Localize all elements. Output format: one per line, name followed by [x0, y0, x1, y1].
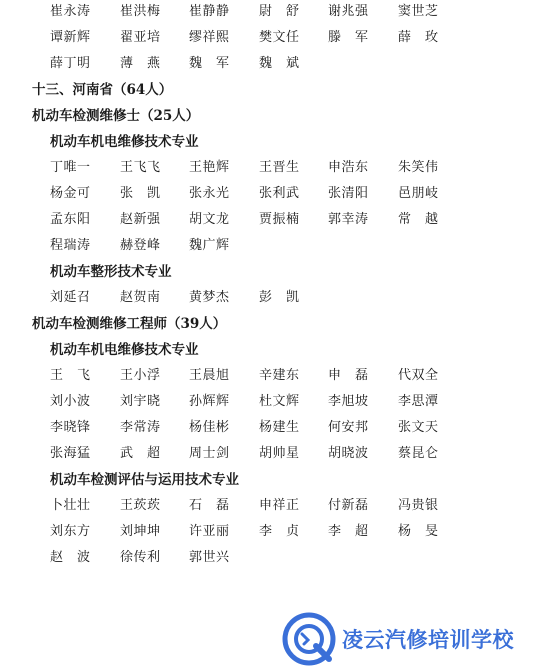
person-name: 冯贵银 — [398, 498, 439, 513]
person-name: 贾振楠 — [259, 212, 300, 227]
person-name: 赵 波 — [50, 550, 91, 565]
person-name: 何安邦 — [328, 420, 369, 435]
person-name: 朱笑伟 — [398, 160, 439, 175]
person-name: 李 超 — [328, 524, 369, 539]
watermark — [282, 612, 540, 666]
person-name: 王晋生 — [259, 160, 300, 175]
person-name: 王小浮 — [120, 368, 161, 383]
specialty-heading: 机动车机电维修技术专业 — [50, 342, 199, 358]
person-name: 刘宇晓 — [120, 394, 161, 409]
person-name: 代双全 — [398, 368, 439, 383]
person-name: 郭世兴 — [189, 550, 230, 565]
person-name: 辛建东 — [259, 368, 300, 383]
person-name: 王艳辉 — [189, 160, 230, 175]
person-name: 邑朋岐 — [398, 186, 439, 201]
person-name: 胡帅星 — [259, 446, 300, 461]
person-name: 崔洪梅 — [120, 4, 161, 19]
person-name: 常 越 — [398, 212, 439, 227]
person-name: 杨 旻 — [398, 524, 439, 539]
person-name: 许亚丽 — [189, 524, 230, 539]
person-name: 赵贺南 — [120, 290, 161, 305]
person-name: 付新磊 — [328, 498, 369, 513]
person-name: 崔静静 — [189, 4, 230, 19]
person-name: 卜壮壮 — [50, 498, 91, 513]
person-name: 张清阳 — [328, 186, 369, 201]
person-name: 张文天 — [398, 420, 439, 435]
person-name: 魏 军 — [189, 56, 230, 71]
person-name: 李 贞 — [259, 524, 300, 539]
person-name: 张永光 — [189, 186, 230, 201]
person-name: 刘小波 — [50, 394, 91, 409]
person-name: 丁唯一 — [50, 160, 91, 175]
person-name: 李旭坡 — [328, 394, 369, 409]
person-name: 申浩东 — [328, 160, 369, 175]
person-name: 赵新强 — [120, 212, 161, 227]
person-name: 刘延召 — [50, 290, 91, 305]
person-name: 胡文龙 — [189, 212, 230, 227]
person-name: 刘坤坤 — [120, 524, 161, 539]
person-name: 魏 斌 — [259, 56, 300, 71]
section-heading: 十三、河南省（64人） — [32, 82, 173, 98]
person-name: 王 飞 — [50, 368, 91, 383]
person-name: 翟亚培 — [120, 30, 161, 45]
person-name: 程瑞涛 — [50, 238, 91, 253]
person-name: 谭新辉 — [50, 30, 91, 45]
person-name: 窦世芝 — [398, 4, 439, 19]
person-name: 胡晓波 — [328, 446, 369, 461]
person-name: 谢兆强 — [328, 4, 369, 19]
person-name: 缪祥熙 — [189, 30, 230, 45]
person-name: 张 凯 — [120, 186, 161, 201]
person-name: 申祥正 — [259, 498, 300, 513]
person-name: 孟东阳 — [50, 212, 91, 227]
person-name: 刘东方 — [50, 524, 91, 539]
level-heading: 机动车检测维修士（25人） — [32, 108, 200, 124]
person-name: 薛 玫 — [398, 30, 439, 45]
person-name: 魏广辉 — [189, 238, 230, 253]
person-name: 王飞飞 — [120, 160, 161, 175]
person-name: 武 超 — [120, 446, 161, 461]
person-name: 赫登峰 — [120, 238, 161, 253]
specialty-heading: 机动车机电维修技术专业 — [50, 134, 199, 150]
person-name: 黄梦杰 — [189, 290, 230, 305]
specialty-heading: 机动车整形技术专业 — [50, 264, 172, 280]
person-name: 徐传利 — [120, 550, 161, 565]
person-name: 李常涛 — [120, 420, 161, 435]
person-name: 孙辉辉 — [189, 394, 230, 409]
person-name: 申 磊 — [328, 368, 369, 383]
person-name: 杜文辉 — [259, 394, 300, 409]
person-name: 崔永涛 — [50, 4, 91, 19]
person-name: 石 磊 — [189, 498, 230, 513]
person-name: 尉 舒 — [259, 4, 300, 19]
person-name: 李晓锋 — [50, 420, 91, 435]
person-name: 薄 燕 — [120, 56, 161, 71]
person-name: 杨金可 — [50, 186, 91, 201]
person-name: 王晨旭 — [189, 368, 230, 383]
person-name: 郭幸涛 — [328, 212, 369, 227]
person-name: 杨建生 — [259, 420, 300, 435]
person-name: 张海猛 — [50, 446, 91, 461]
person-name: 周士剑 — [189, 446, 230, 461]
person-name: 薛丁明 — [50, 56, 91, 71]
person-name: 李思潭 — [398, 394, 439, 409]
specialty-heading: 机动车检测评估与运用技术专业 — [50, 472, 239, 488]
magnifier-wrench-logo-icon — [282, 612, 338, 666]
person-name: 蔡昆仑 — [398, 446, 439, 461]
person-name: 彭 凯 — [259, 290, 300, 305]
watermark-text: 凌云汽修培训学校 — [342, 628, 514, 652]
person-name: 樊文任 — [259, 30, 300, 45]
person-name: 张利武 — [259, 186, 300, 201]
person-name: 王莰莰 — [120, 498, 161, 513]
level-heading: 机动车检测维修工程师（39人） — [32, 316, 227, 332]
person-name: 滕 军 — [328, 30, 369, 45]
person-name: 杨佳彬 — [189, 420, 230, 435]
